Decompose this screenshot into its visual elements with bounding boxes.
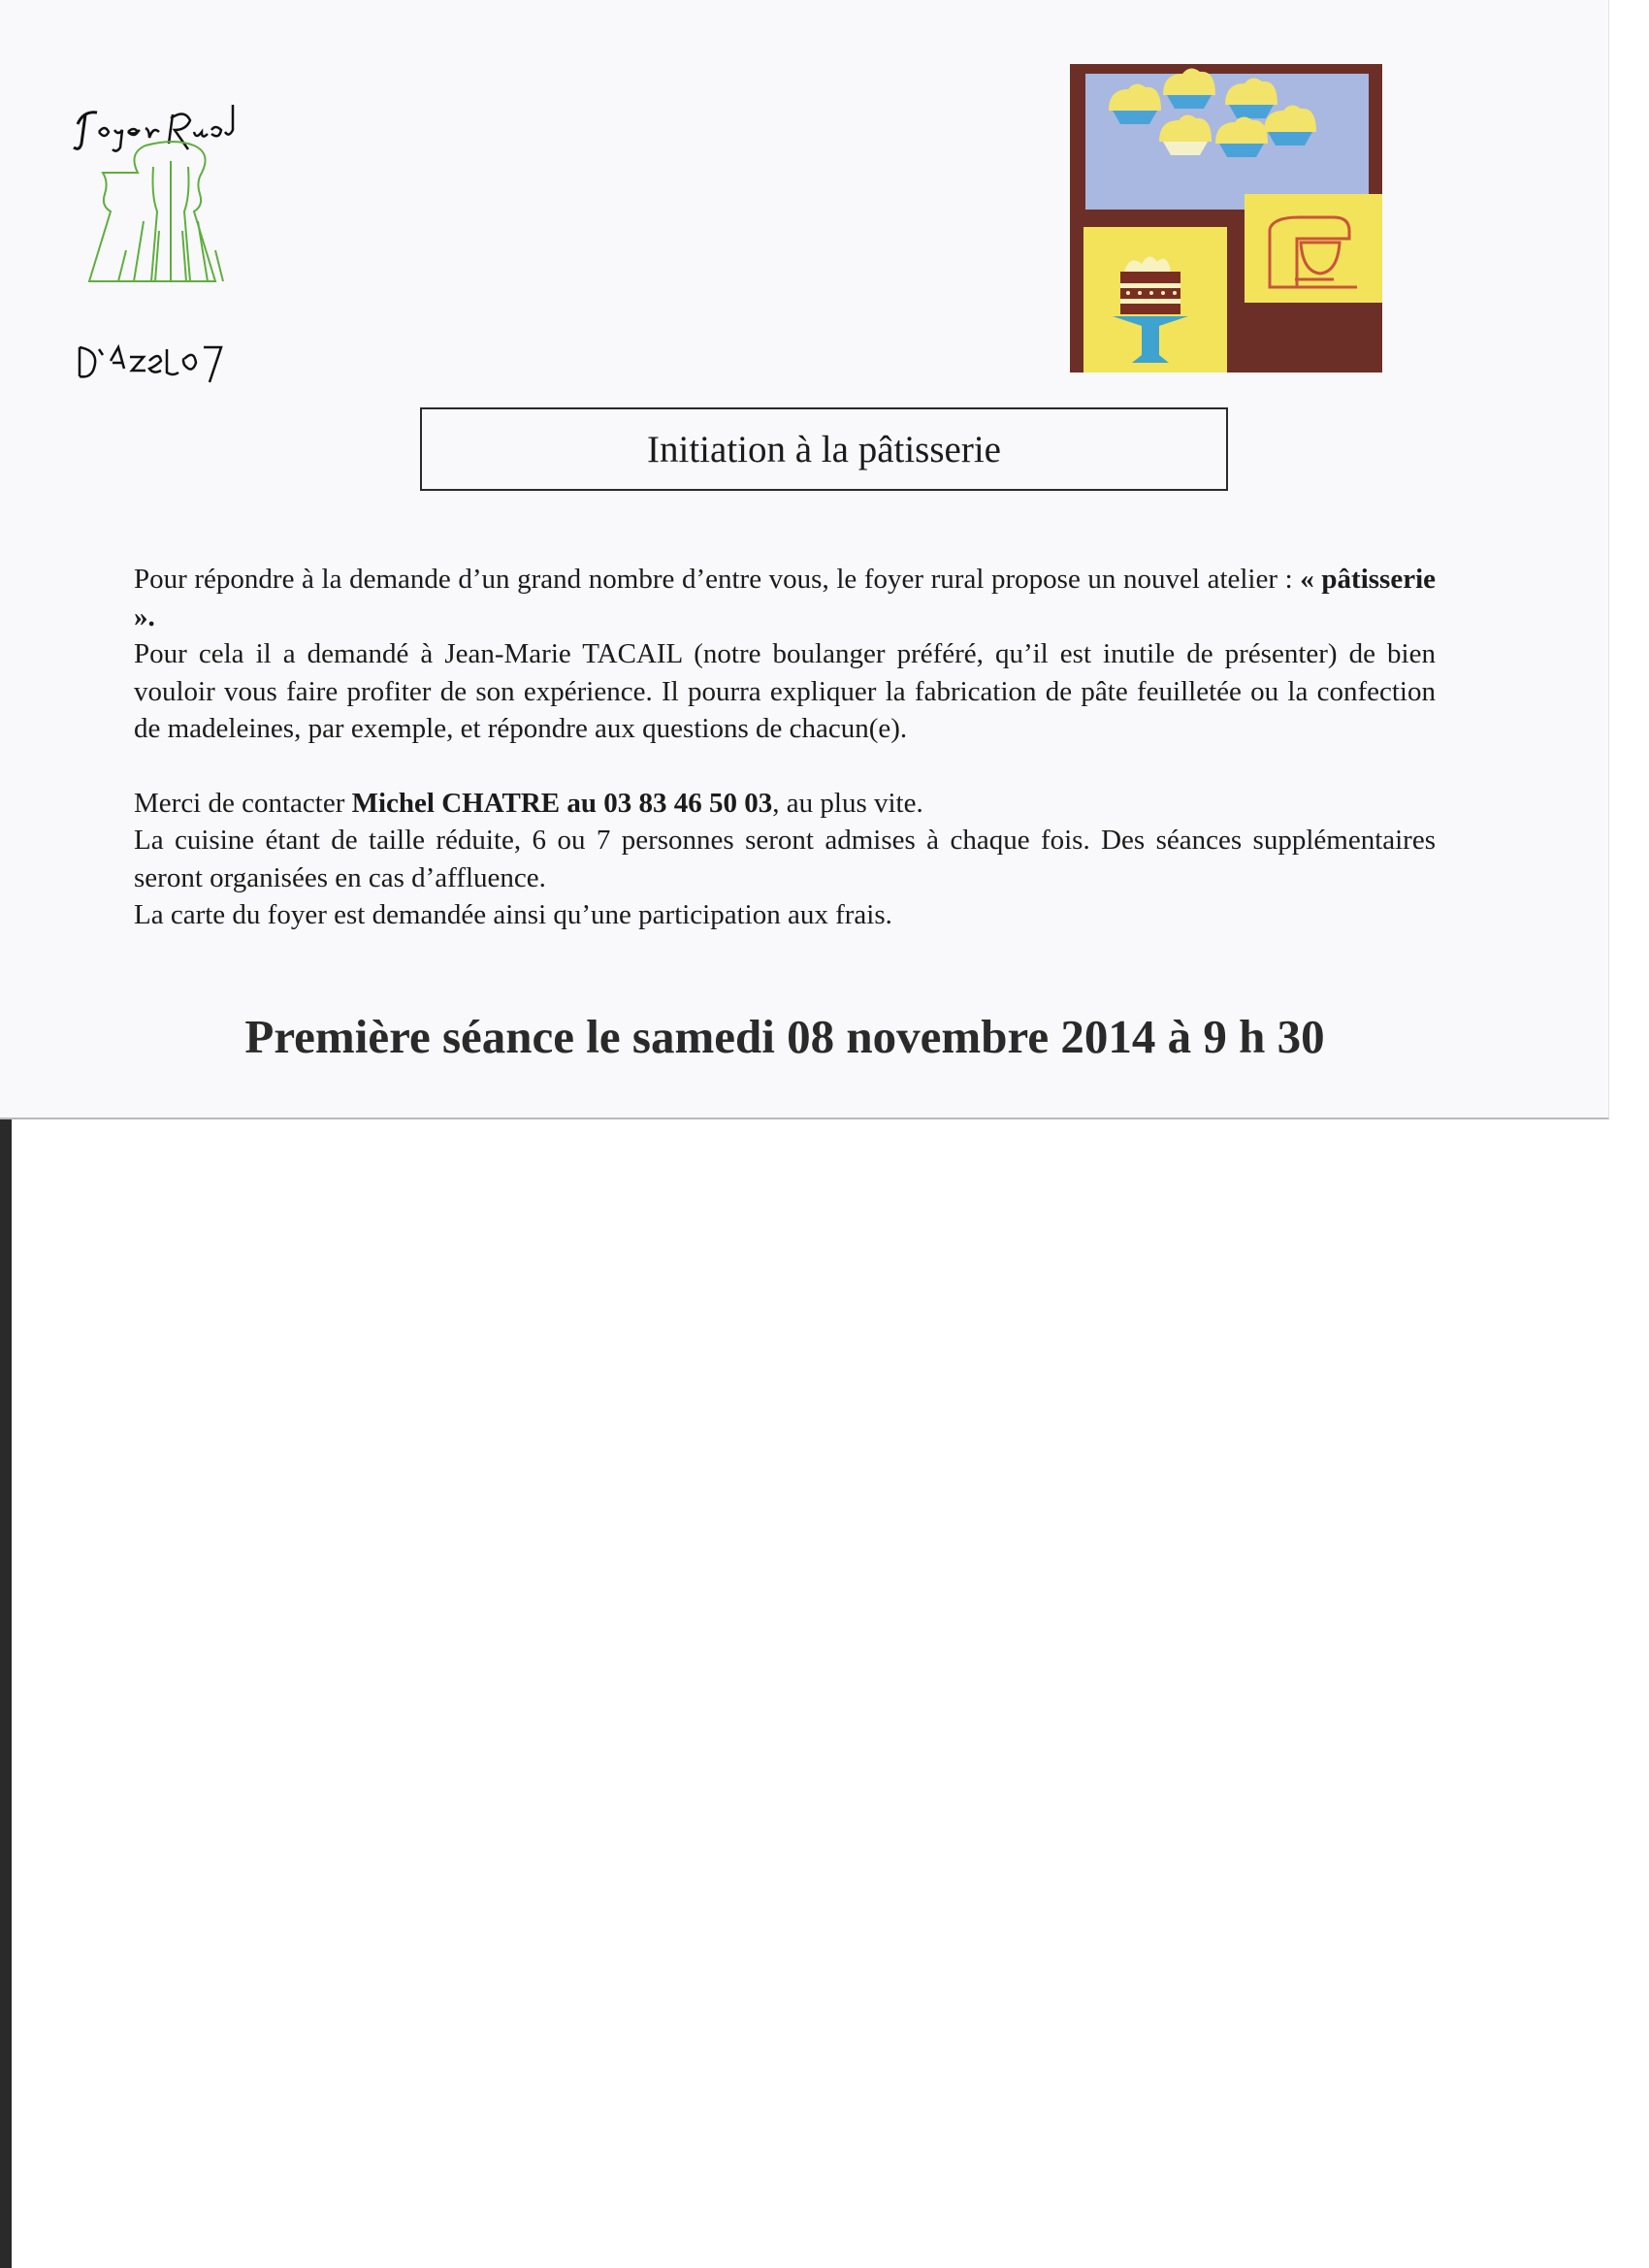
flyer-page: [0, 0, 1609, 1119]
baker-paragraph: Pour cela il a demandé à Jean-Marie TACAIL (notre boulanger préféré, qu’il est inutile de présenter) de bien vouloir vous faire profiter de son expérience. Il pourra expliquer la fabrication de pâte feuilletée ou la confection de madeleines, par exemple, et répondre aux questions de chacun(e).: [134, 638, 1436, 744]
intro-paragraph: Pour répondre à la demande d’un grand nombre d’entre vous, le foyer rural propose un nouvel atelier : « pâtisserie ».: [134, 564, 1436, 632]
foyer-rural-logo-image: [70, 105, 274, 425]
pastry-illustration: [1070, 64, 1382, 373]
announcement-body: [134, 561, 1436, 934]
foyer-rural-logo: [70, 105, 274, 425]
scan-edge-shadow: [0, 1119, 12, 2268]
page-title: Initiation à la pâtisserie: [420, 407, 1228, 491]
contact-paragraph: Merci de contacter Michel CHATRE au 03 83 46 50 03, au plus vite.: [134, 787, 923, 819]
contact-name-phone: Michel CHATRE au 03 83 46 50 03: [351, 787, 773, 819]
first-session-headline: Première séance le samedi 08 novembre 2014 à 9 h 30: [244, 1010, 1325, 1063]
fees-paragraph: La carte du foyer est demandée ainsi qu’une participation aux frais.: [134, 899, 892, 930]
kitchen-paragraph: La cuisine étant de taille réduite, 6 ou 7 personnes seront admises à chaque fois. Des séances supplémentaires seront organisées en cas d’affluence.: [134, 825, 1436, 893]
